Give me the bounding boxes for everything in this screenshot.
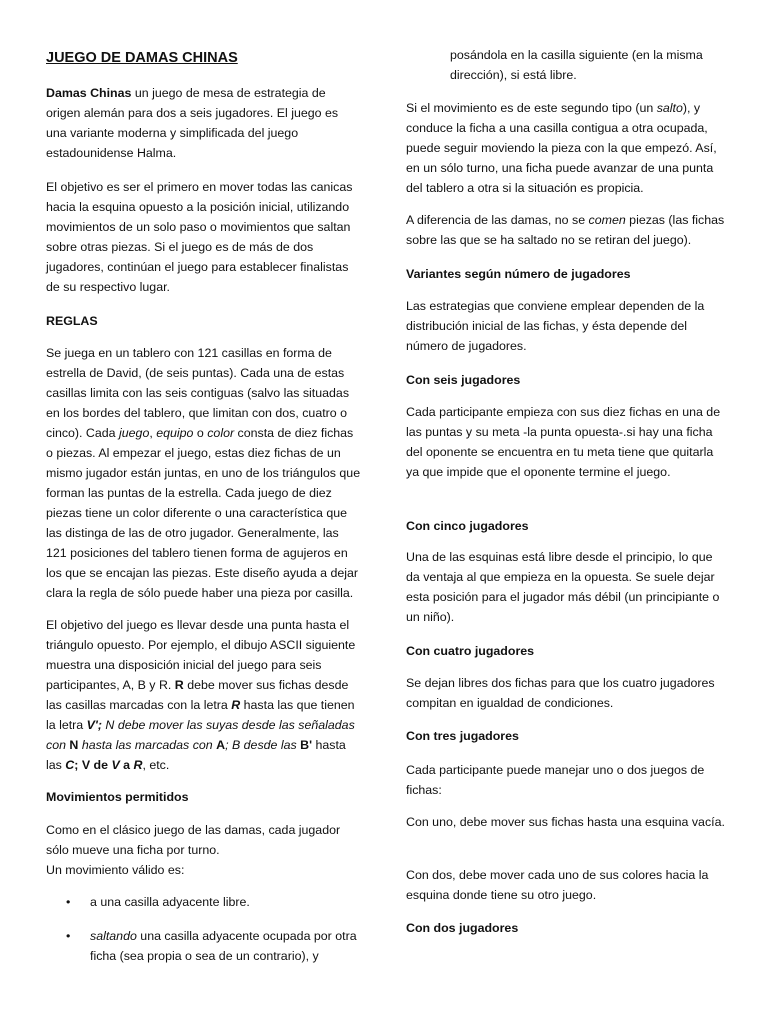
variants-heading: Variantes según número de jugadores	[406, 267, 631, 281]
four-players-paragraph: Se dejan libres dos fichas para que los cuatro jugadores compitan en igualdad de condiciones.	[406, 676, 715, 710]
three-players-option-2: Con dos, debe mover cada uno de sus colores hacia la esquina donde tiene su otro juego.	[406, 868, 709, 902]
rules-p2-a: El objetivo del juego es llevar desde una punta hasta el triángulo opuesto. Por ejemplo, el dibujo ASCII siguiente muestra una disposición inicial del juego para seis participantes, A, B y R.	[46, 618, 356, 692]
jump-salto: salto	[656, 101, 683, 115]
rules-p1-juego: juego	[119, 426, 150, 440]
intro-paragraph	[46, 83, 362, 163]
rules-paragraph-2	[46, 615, 362, 775]
moves-paragraph-1: Como en el clásico juego de las damas, cada jugador sólo mueve una ficha por turno.	[46, 823, 341, 857]
list-item	[46, 892, 362, 912]
rules-p1-o: o	[193, 426, 208, 440]
rules-p1-sep: ,	[149, 426, 157, 440]
document-title: JUEGO DE DAMAS CHINAS	[46, 50, 238, 66]
four-players-heading: Con cuatro jugadores	[406, 644, 535, 658]
rules-p2-v2: V	[81, 758, 91, 772]
rules-p2-r2: R	[231, 698, 241, 712]
rules-p2-r1: R	[174, 678, 184, 692]
rules-p2-g: hasta las	[46, 738, 346, 772]
bullet-1-text: a una casilla adyacente libre.	[90, 895, 250, 909]
jump-text-b: ), y conduce la ficha a una casilla contigua a otra ocupada, puede seguir moviendo la pieza con la que empezó. Así, en un sólo turno, una ficha puede avanzar de una punta del tablero a otra si la situación es propicia.	[406, 101, 717, 195]
moves-list-2	[46, 926, 362, 966]
rules-p1-text-b: consta de diez fichas o piezas. Al empezar el juego, estas diez fichas de un mismo jugador están juntas, en uno de los triángulos que forman las puntas de la estrella. Cada juego de diez piezas tiene un color diferente o una característica que las distinga de las de otro jugador. Generalmente, las 121 posiciones del tablero tienen forma de agujeros en los que se encajan las piezas. Este diseño ayuda a dejar clara la regla de sólo puede haber una pieza por casilla.	[46, 426, 361, 600]
objective-paragraph: El objetivo es ser el primero en mover todas las canicas hacia la esquina opuesto a la posición inicial, utilizando movimientos de un solo paso o movimientos que saltan sobre otras piezas. Si el juego es de más de dos jugadores, continúan el juego para establecer finalistas de su respectivo lugar.	[46, 180, 353, 294]
two-players-heading: Con dos jugadores	[406, 921, 519, 935]
jump-text-a: Si el movimiento es de este segundo tipo (un	[406, 101, 657, 115]
rules-paragraph-1	[46, 343, 362, 603]
rules-p2-r3: R	[133, 758, 143, 772]
intro-term: Damas Chinas	[46, 86, 132, 100]
five-players-heading: Con cinco jugadores	[406, 519, 529, 533]
three-players-paragraph: Cada participante puede manejar uno o dos juegos de fichas:	[406, 763, 705, 797]
moves-heading: Movimientos permitidos	[46, 790, 189, 804]
bullet-icon: •	[66, 895, 71, 909]
rules-p2-c-letter: C	[65, 758, 75, 772]
bullet-icon: •	[66, 929, 71, 943]
list-item	[46, 926, 362, 966]
rules-p2-d: N debe mover las suyas desde las señaladas con	[46, 718, 355, 752]
rules-p1-text-a: Se juega en un tablero con 121 casillas en forma de estrella de David, (de seis puntas). Cada una de estas casillas limita con las seis contiguas (salvo las situadas en los bordes del tablero, que limitan con dos, cuatro o cinco). Cada	[46, 346, 350, 440]
intro-text: un juego de mesa de estrategia de origen alemán para dos a seis jugadores. El juego es una variante moderna y simplificada del juego estadounidense Halma.	[46, 86, 339, 160]
diff-text-a: A diferencia de las damas, no se	[406, 213, 589, 227]
five-players-paragraph: Una de las esquinas está libre desde el principio, lo que da ventaja al que empieza en la opuesta. Se suele dejar esta posición para el jugador más débil (un principiante o un niño).	[406, 550, 720, 624]
six-players-paragraph: Cada participante empieza con sus diez fichas en una de las puntas y su meta -la punta opuesta-.si hay una ficha del oponente se encuentra en tu meta tiene que quitarla ya que impide que el oponente termine el juego.	[406, 405, 721, 479]
diff-text-b: piezas (las fichas sobre las que se ha saltado no se retiran del juego).	[406, 213, 725, 247]
six-players-heading: Con seis jugadores	[406, 373, 521, 387]
rules-p2-k: , etc.	[142, 758, 170, 772]
rules-heading: REGLAS	[46, 314, 98, 328]
bullet-2-text: una casilla adyacente ocupada por otra ficha (sea propia o sea de un contrario), y	[90, 929, 357, 963]
jump-paragraph	[406, 98, 726, 198]
rules-p2-c: hasta las que tienen la letra	[46, 698, 355, 732]
rules-p2-v3: V	[111, 758, 120, 772]
difference-paragraph	[406, 210, 726, 250]
moves-paragraph-2: Un movimiento válido es:	[46, 863, 185, 877]
rules-p2-j: a	[119, 758, 134, 772]
rules-p1-equipo: equipo	[156, 426, 194, 440]
rules-p2-v: V';	[86, 718, 102, 732]
three-players-heading: Con tres jugadores	[406, 729, 519, 743]
bullet-continuation: posándola en la casilla siguiente (en la misma dirección), si está libre.	[450, 48, 703, 82]
rules-p2-bp: B'	[300, 738, 313, 752]
bullet-2-italic: saltando	[90, 929, 137, 943]
moves-list	[46, 892, 362, 912]
three-players-option-1: Con uno, debe mover sus fichas hasta una esquina vacía.	[406, 815, 725, 829]
rules-p2-h: ;	[74, 758, 82, 772]
rules-p2-b: debe mover sus fichas desde las casillas marcadas con la letra	[46, 678, 349, 712]
rules-p2-i: de	[90, 758, 112, 772]
diff-comen: comen	[588, 213, 626, 227]
rules-p1-color: color	[207, 426, 235, 440]
rules-p2-n: N	[69, 738, 79, 752]
variants-paragraph: Las estrategias que conviene emplear dependen de la distribución inicial de las fichas, y ésta depende del número de jugadores.	[406, 299, 705, 353]
rules-p2-e: hasta las marcadas con	[78, 738, 217, 752]
rules-p2-a-letter: A	[216, 738, 226, 752]
rules-p2-f: ; B desde las	[225, 738, 301, 752]
